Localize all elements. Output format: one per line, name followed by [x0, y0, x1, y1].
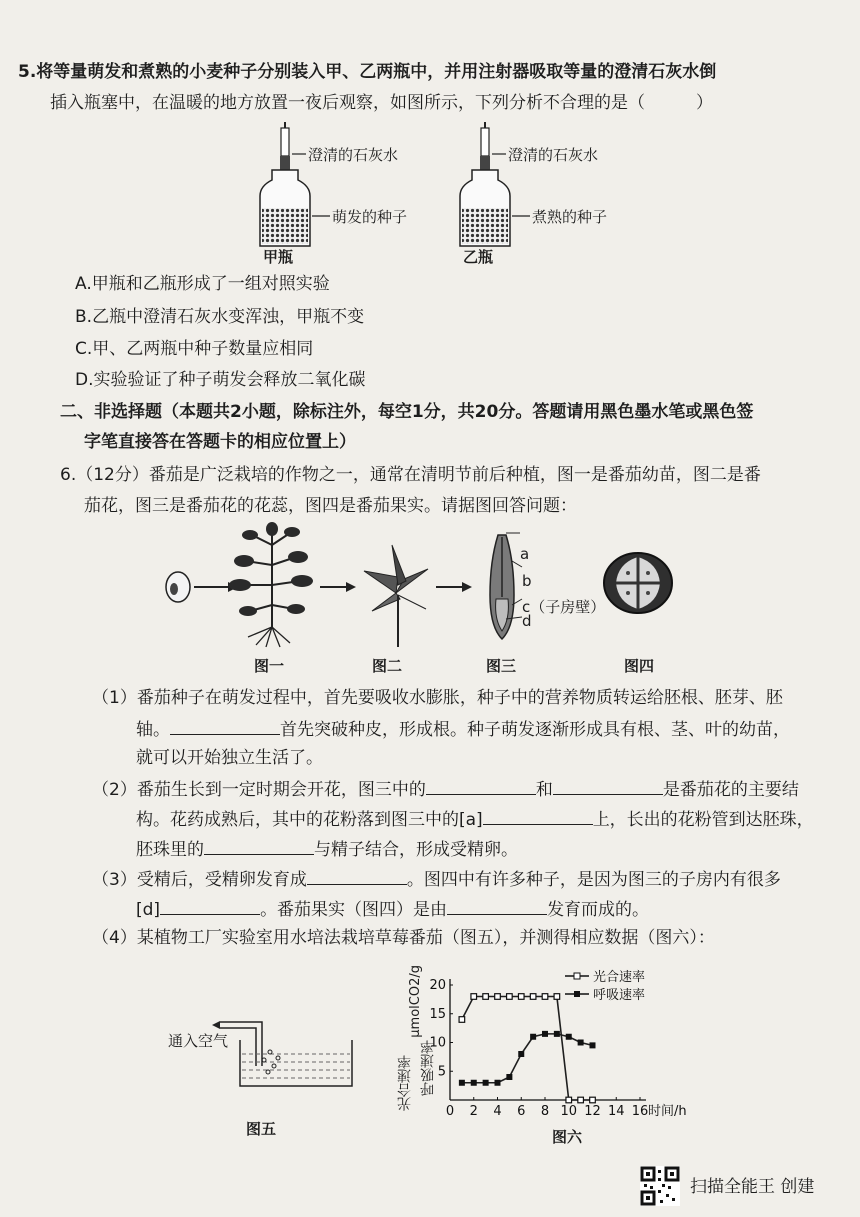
q6-stem-line2: 茄花，图三是番茄花的花蕊，图四是番茄果实。请据图回答问题：	[84, 496, 577, 516]
chart-point-respiration	[554, 1031, 560, 1037]
q6-stem-line1: 6.（12分）番茄是广泛栽培的作物之一，通常在清明节前后种植，图一是番茄幼苗，图二是番	[60, 465, 761, 485]
q6-part3-text-e: 发育而成的。	[547, 900, 650, 920]
q6-part2-text-b: 和	[535, 780, 553, 800]
q5-option-a: A.甲瓶和乙瓶形成了一组对照实验	[75, 274, 330, 294]
answer-blank-5[interactable]	[204, 836, 314, 855]
chart-point-respiration	[518, 1051, 524, 1057]
q6-part2-text-g: 与精子结合，形成受精卵。	[314, 840, 518, 860]
q6-part2-line3	[136, 836, 518, 862]
chart-ylabel-unit: μmolCO2/g	[408, 965, 423, 1038]
chart-legend-marker-respiration	[574, 991, 580, 997]
chart-point-photosynthesis	[590, 1097, 596, 1103]
label-limewater-b: 澄清的石灰水	[508, 146, 599, 164]
flower-drawing	[364, 545, 428, 647]
caption-fig5: 图五	[246, 1120, 277, 1138]
chart-y-tick-label: 10	[429, 1035, 446, 1051]
chart-x-tick-label: 16	[631, 1104, 649, 1119]
chart-point-photosynthesis	[542, 994, 548, 1000]
fig6-chart	[390, 960, 710, 1130]
answer-blank-3[interactable]	[553, 776, 663, 795]
q5-stem-line1: 5.将等量萌发和煮熟的小麦种子分别装入甲、乙两瓶中，并用注射器吸取等量的澄清石灰水倒	[18, 62, 717, 82]
qr-code-icon	[640, 1166, 680, 1206]
chart-legend-label-2: 呼吸速率	[593, 988, 646, 1003]
q6-part2-text-d: 构。花药成熟后，其中的花粉落到图三中的[a]	[136, 810, 483, 830]
chart-point-photosynthesis	[483, 994, 489, 1000]
q6-part3-text-c: [d]	[136, 900, 161, 920]
chart-legend-label-1: 光合速率	[593, 970, 646, 985]
q6-part2-text-f: 胚珠里的	[136, 840, 204, 860]
q6-part1-line3: 就可以开始独立生活了。	[136, 748, 323, 768]
chart-x-tick-label: 4	[493, 1104, 502, 1119]
pistil-drawing	[490, 533, 522, 639]
section2-heading-line2: 字笔直接答在答题卡的相应位置上）	[84, 432, 356, 452]
caption-fig2: 图二	[372, 657, 403, 675]
chart-point-respiration	[530, 1034, 536, 1040]
chart-point-respiration	[566, 1034, 572, 1040]
chart-point-respiration	[495, 1080, 501, 1086]
answer-blank-6[interactable]	[307, 866, 407, 885]
chart-x-tick-label: 2	[469, 1104, 478, 1119]
q6-part3-line1	[92, 866, 781, 892]
q6-part2-line1	[92, 776, 799, 802]
answer-blank-4[interactable]	[483, 806, 593, 825]
chart-series-line-1	[462, 997, 593, 1101]
answer-blank-1[interactable]	[170, 716, 280, 735]
chart-x-tick-label: 6	[517, 1104, 526, 1119]
chart-x-tick-label: 12	[584, 1104, 601, 1119]
q5-option-d: D.实验验证了种子萌发会释放二氧化碳	[75, 370, 366, 390]
q6-figures	[160, 515, 720, 655]
pistil-label-b: b	[522, 572, 532, 590]
chart-y-tick-label: 5	[437, 1064, 446, 1080]
label-seed-b: 煮熟的种子	[532, 208, 608, 226]
q5-bottle-figure	[250, 118, 610, 268]
chart-point-respiration	[483, 1080, 489, 1086]
chart-x-tick-label: 8	[540, 1104, 550, 1119]
label-seed-a: 萌发的种子	[332, 208, 408, 226]
q6-part3-text-a: （3）受精后，受精卵发育成	[92, 870, 307, 890]
q6-part1-line1: （1）番茄种子在萌发过程中，首先要吸收水膨胀，种子中的营养物质转运给胚根、胚芽、胚	[92, 688, 783, 708]
fruit-drawing	[604, 553, 672, 613]
chart-point-respiration	[578, 1040, 584, 1046]
chart-point-respiration	[459, 1080, 465, 1086]
label-limewater-a: 澄清的石灰水	[308, 146, 399, 164]
q6-part3-text-d: 。番茄果实（图四）是由	[260, 900, 448, 920]
answer-blank-8[interactable]	[447, 896, 547, 915]
chart-point-photosynthesis	[471, 994, 477, 1000]
caption-fig4: 图四	[624, 657, 655, 675]
label-bottle-b: 乙瓶	[463, 248, 494, 266]
answer-blank-2[interactable]	[426, 776, 536, 795]
q5-option-c: C.甲、乙两瓶中种子数量应相同	[75, 339, 314, 359]
chart-x-tick-label: 0	[445, 1104, 455, 1119]
chart-point-photosynthesis	[459, 1017, 465, 1023]
chart-y-tick-label: 15	[429, 1006, 446, 1022]
chart-point-respiration	[471, 1080, 477, 1086]
caption-fig3: 图三	[486, 657, 517, 675]
chart-point-photosynthesis	[530, 994, 536, 1000]
q6-part2-line2	[136, 806, 814, 832]
footer-scanner-credit: 扫描全能王 创建	[690, 1177, 815, 1197]
q5-stem-line2: 插入瓶塞中，在温暖的地方放置一夜后观察，如图所示，下列分析不合理的是（ ）	[50, 93, 713, 113]
bottle-yi	[460, 122, 510, 246]
fig5-air-label: 通入空气	[168, 1032, 229, 1050]
pistil-label-d: d	[522, 612, 532, 630]
answer-blank-7[interactable]	[160, 896, 260, 915]
q6-part1-line2	[136, 716, 790, 742]
label-bottle-a: 甲瓶	[263, 248, 294, 266]
chart-ylabel-secondary: 呼吸速率	[420, 1040, 436, 1096]
chart-ylabel-primary: 光合速率	[397, 1055, 413, 1111]
chart-point-photosynthesis	[554, 994, 560, 1000]
chart-point-photosynthesis	[566, 1097, 572, 1103]
chart-point-photosynthesis	[578, 1097, 584, 1103]
chart-point-respiration	[590, 1042, 596, 1048]
bottle-jia	[260, 122, 310, 246]
seed-drawing	[166, 572, 190, 602]
chart-point-photosynthesis	[518, 994, 524, 1000]
q5-option-b: B.乙瓶中澄清石灰水变浑浊，甲瓶不变	[75, 307, 365, 327]
chart-point-respiration	[506, 1074, 512, 1080]
chart-x-tick-label: 14	[607, 1104, 625, 1119]
pistil-label-a: a	[520, 545, 530, 563]
chart-series-line-2	[462, 1034, 593, 1083]
seedling-drawing	[229, 522, 313, 647]
q6-part2-text-e: 上，长出的花粉管到达胚珠，	[592, 810, 814, 830]
chart-point-photosynthesis	[507, 994, 513, 1000]
chart-point-photosynthesis	[495, 994, 501, 1000]
q6-part3-line2	[136, 896, 649, 922]
chart-y-tick-label: 20	[429, 978, 446, 993]
pistil-label-c: c（子房壁）	[522, 598, 606, 616]
caption-fig6: 图六	[552, 1128, 583, 1146]
chart-x-axis-label: 时间/h	[648, 1104, 687, 1119]
caption-fig1: 图一	[254, 657, 285, 675]
q6-part2-text-a: （2）番茄生长到一定时期会开花，图三中的	[92, 780, 426, 800]
q6-part4-line1: （4）某植物工厂实验室用水培法栽培草莓番茄（图五），并测得相应数据（图六）：	[92, 928, 715, 948]
chart-legend-marker-photosynthesis	[574, 973, 580, 979]
chart-x-tick-label: 10	[560, 1104, 578, 1119]
q6-part3-text-b: 。图四中有许多种子，是因为图三的子房内有很多	[406, 870, 781, 890]
q6-part1-text-c: 首先突破种皮，形成根。种子萌发逐渐形成具有根、茎、叶的幼苗，	[280, 720, 790, 740]
chart-point-respiration	[542, 1031, 548, 1037]
q6-part1-text-b: 轴。	[136, 720, 170, 740]
section2-heading-line1: 二、非选择题（本题共2小题，除标注外，每空1分，共20分。答题请用黑色墨水笔或黑色签	[60, 402, 754, 422]
q6-part2-text-c: 是番茄花的主要结	[662, 780, 799, 800]
